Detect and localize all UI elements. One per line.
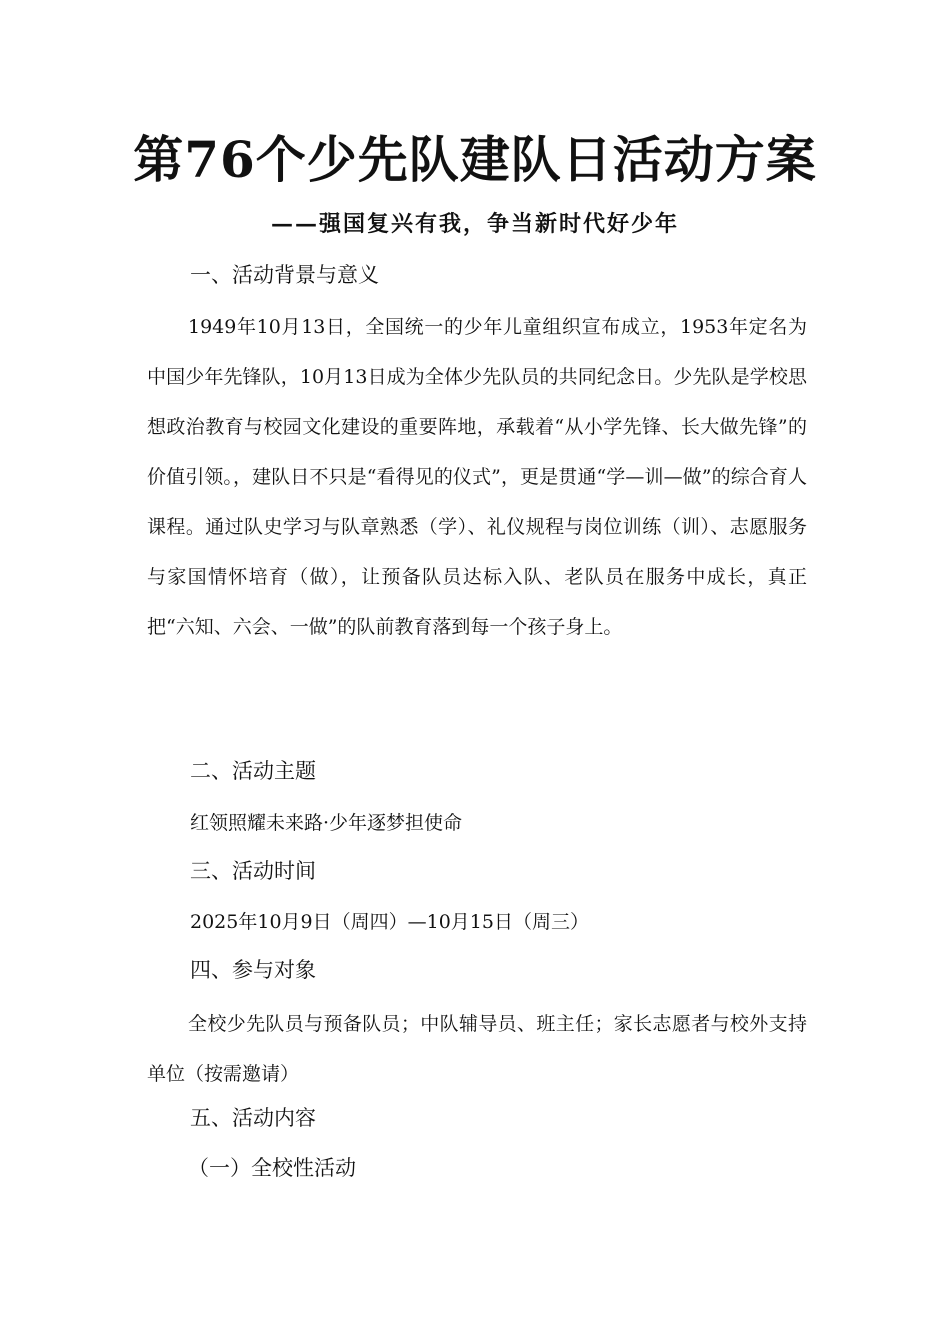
- theme-text: 红领照耀未来路·少年逐梦担使命: [190, 812, 463, 834]
- section-heading-time: 三、活动时间: [190, 859, 316, 883]
- section-heading-theme: 二、活动主题: [190, 759, 316, 783]
- section-heading-background: 一、活动背景与意义: [190, 263, 379, 287]
- document-subtitle: ——强国复兴有我，争当新时代好少年: [270, 211, 679, 237]
- document-title: 第76个少先队建队日活动方案: [133, 130, 817, 189]
- participants-paragraph: 全校少先队员与预备队员；中队辅导员、班主任；家长志愿者与校外支持单位（按需邀请）: [147, 1013, 807, 1085]
- background-paragraph: 1949年10月13日，全国统一的少年儿童组织宣布成立，1953年定名为中国少年先锋队，10月13日成为全体少先队员的共同纪念日。少先队是学校思想政治教育与校园文化建设的重要阵地，承载着“从小学先锋、长大做先锋”的价值引领。，建队日不只是“看得见的仪式”，更是贯通“学—训—做”的综合育人课程。通过队史学习与队章熟悉（学）、礼仪规程与岗位训练（训）、志愿服务与家国情怀培育（做），让预备队员达标入队、老队员在服务中成长，真正把“六知、六会、一做”的队前教育落到每一个孩子身上。: [147, 316, 807, 638]
- time-text: 2025年10月9日（周四）—10月15日（周三）: [190, 911, 589, 933]
- section-heading-content: 五、活动内容: [190, 1106, 316, 1130]
- section-heading-participants: 四、参与对象: [190, 958, 316, 982]
- subsection-heading-schoolwide: （一）全校性活动: [188, 1156, 356, 1180]
